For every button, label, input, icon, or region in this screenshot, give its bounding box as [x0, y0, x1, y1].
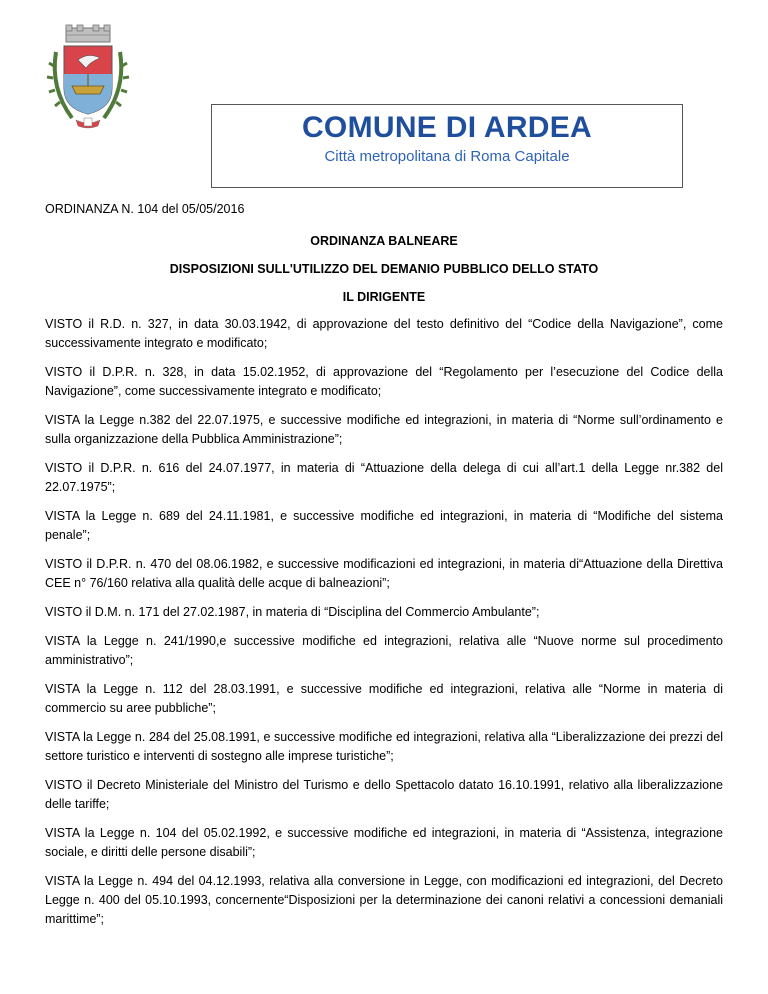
municipality-name: COMUNE DI ARDEA: [301, 111, 593, 144]
paragraph-5: VISTA la Legge n. 689 del 24.11.1981, e successive modifiche ed integrazioni, in materia di “Modifiche del sistema penale”;: [45, 509, 723, 542]
heading-il-dirigente: IL DIRIGENTE: [342, 290, 426, 304]
paragraph-13: VISTA la Legge n. 494 del 04.12.1993, relativa alla conversione in Legge, con modificazioni ed integrazioni, del Decreto Legge n. 400 del 05.10.1993, concernente“Disposizioni per la determinazione dei canoni relativi a concessioni demaniali marittime”;: [45, 874, 723, 926]
paragraph-4: VISTO il D.P.R. n. 616 del 24.07.1977, in materia di “Attuazione della delega di cui all’art.1 della Legge nr.382 del 22.07.1975”;: [45, 461, 723, 494]
paragraph-3: VISTA la Legge n.382 del 22.07.1975, e successive modifiche ed integrazioni, in materia di “Norme sull’ordinamento e sulla organizzazione della Pubblica Amministrazione”;: [45, 413, 723, 446]
heading-ordinanza-balneare: ORDINANZA BALNEARE: [310, 234, 458, 248]
paragraph-9: VISTA la Legge n. 112 del 28.03.1991, e successive modifiche ed integrazioni, relativa alle “Norme in materia di commercio su aree pubbliche”;: [45, 682, 723, 715]
paragraph-1: VISTO il R.D. n. 327, in data 30.03.1942, di approvazione del testo definitivo del “Codice della Navigazione”, come successivamente integrato e modificato;: [45, 317, 723, 350]
paragraph-11: VISTO il Decreto Ministeriale del Ministro del Turismo e dello Spettacolo datato 16.10.1991, relativo alla liberalizzazione delle tariffe;: [45, 778, 723, 811]
paragraph-6: VISTO il D.P.R. n. 470 del 08.06.1982, e successive modificazioni ed integrazioni, in materia di“Attuazione della Direttiva CEE n° 76/160 relativa alla qualità delle acque di balneazioni”;: [45, 557, 723, 590]
paragraph-10: VISTA la Legge n. 284 del 25.08.1991, e successive modifiche ed integrazioni, relativa alla “Liberalizzazione dei prezzi del settore turistico e interventi di sostegno alle imprese turistiche”;: [45, 730, 723, 763]
ordinance-number-line: ORDINANZA N. 104 del 05/05/2016: [45, 202, 245, 216]
coat-of-arms-logo: [42, 22, 134, 134]
paragraph-8: VISTA la Legge n. 241/1990,e successive modifiche ed integrazioni, relativa alle “Nuove norme sul procedimento amministrativo”;: [45, 634, 723, 667]
paragraph-12: VISTA la Legge n. 104 del 05.02.1992, e successive modifiche ed integrazioni, in materia di “Assistenza, integrazione sociale, e diritti delle persone disabili”;: [45, 826, 723, 859]
paragraph-7: VISTO il D.M. n. 171 del 27.02.1987, in materia di “Disciplina del Commercio Ambulante”;: [45, 605, 540, 619]
municipality-header-box: [211, 104, 683, 188]
paragraph-2: VISTO il D.P.R. n. 328, in data 15.02.1952, di approvazione del “Regolamento per l’esecuzione del Codice della Navigazione”, come successivamente integrato e modificato;: [45, 365, 723, 398]
municipality-subtitle: Città metropolitana di Roma Capitale: [324, 148, 570, 165]
document-body: [45, 315, 723, 939]
heading-disposizioni: DISPOSIZIONI SULL'UTILIZZO DEL DEMANIO PUBBLICO DELLO STATO: [169, 262, 599, 276]
